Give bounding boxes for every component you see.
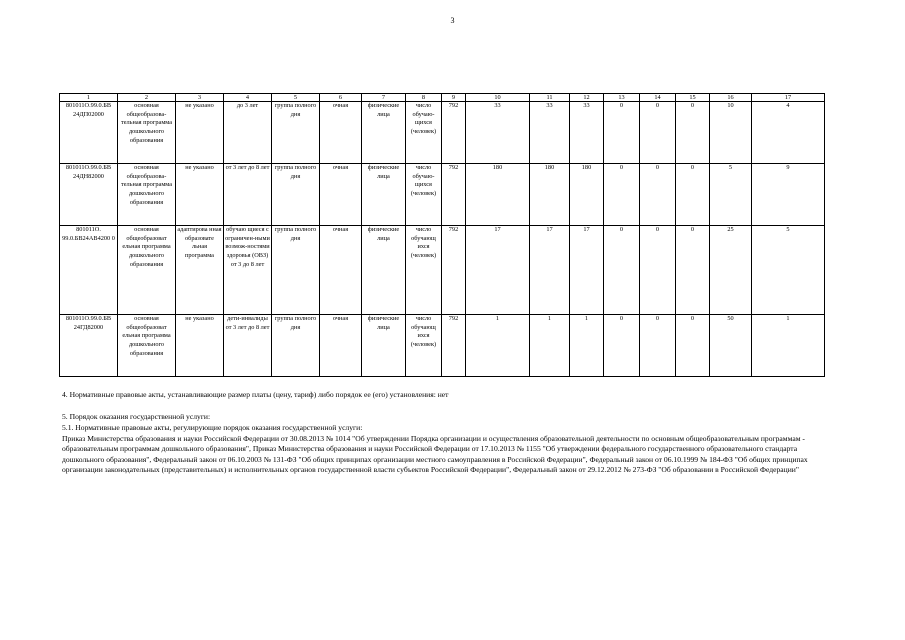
table-cell: 33 [570, 102, 604, 164]
table-cell: группа полного дня [272, 226, 320, 315]
table-cell: 801011О. 99.0.БВ24АВ4200 0 [60, 226, 118, 315]
table-cell: 17 [530, 226, 570, 315]
table-cell: 1 [752, 315, 825, 377]
table-cell: основная общеобразова-тельная программа дошкольного образования [118, 102, 176, 164]
table-cell: 0 [604, 226, 640, 315]
table-header-row [60, 94, 825, 102]
table-cell: 0 [676, 315, 710, 377]
table-cell: основная общеобразова-тельная программа дошкольного образования [118, 164, 176, 226]
column-number: 2 [118, 94, 176, 102]
table-cell: 180 [530, 164, 570, 226]
column-number: 4 [224, 94, 272, 102]
table-row [60, 102, 825, 164]
column-number: 3 [176, 94, 224, 102]
column-number: 5 [272, 94, 320, 102]
section-4-text: 4. Нормативные правовые акты, устанавливающие размер платы (цену, тариф) либо порядок ее (его) установления: нет [62, 390, 449, 399]
table-cell: очная [320, 102, 362, 164]
table-cell: 25 [710, 226, 752, 315]
column-number: 10 [466, 94, 530, 102]
table-cell: основная общеобразоват ельная программа дошкольного образования [118, 315, 176, 377]
table-cell: дети-инвалиды от 3 лет до 8 лет [224, 315, 272, 377]
table-cell: не указано [176, 164, 224, 226]
table-cell: физические лица [362, 102, 406, 164]
table-cell: 0 [676, 164, 710, 226]
table-cell: не указано [176, 102, 224, 164]
table-cell: 1 [466, 315, 530, 377]
table-cell: физические лица [362, 164, 406, 226]
table-cell: 0 [640, 102, 676, 164]
page-number: 3 [450, 16, 455, 25]
table-cell: 801011О.99.0.БВ 24ДП02000 [60, 102, 118, 164]
table-cell: число обучающ ихся (человек) [406, 315, 442, 377]
table-cell: 0 [676, 226, 710, 315]
table-cell: 180 [570, 164, 604, 226]
table-row [60, 164, 825, 226]
table-cell: 0 [676, 102, 710, 164]
table-cell: 180 [466, 164, 530, 226]
table-cell: до 3 лет [224, 102, 272, 164]
table-cell: 17 [570, 226, 604, 315]
table-cell: группа полного дня [272, 164, 320, 226]
table-cell: группа полного дня [272, 315, 320, 377]
table-cell: 0 [604, 315, 640, 377]
table-cell: 0 [640, 315, 676, 377]
services-table [59, 93, 825, 377]
table-cell: адаптирова нная образовате льная программа [176, 226, 224, 315]
table-cell: 0 [604, 102, 640, 164]
column-number: 1 [60, 94, 118, 102]
table-cell: 1 [530, 315, 570, 377]
table-cell: физические лица [362, 226, 406, 315]
column-number: 14 [640, 94, 676, 102]
table-cell: 4 [752, 102, 825, 164]
table-cell: 33 [466, 102, 530, 164]
table-cell: 10 [710, 102, 752, 164]
table-cell: 17 [466, 226, 530, 315]
table-cell: 0 [604, 164, 640, 226]
section-5-heading: 5. Порядок оказания государственной услуги: [62, 412, 211, 421]
table-cell: число обучаю-щихся (человек) [406, 102, 442, 164]
column-number: 9 [442, 94, 466, 102]
table-row [60, 226, 825, 315]
table-cell: очная [320, 226, 362, 315]
table-cell: число обучаю-щихся (человек) [406, 164, 442, 226]
table-cell: 792 [442, 164, 466, 226]
column-number: 15 [676, 94, 710, 102]
section-5-1-heading: 5.1. Нормативные правовые акты, регулирующие порядок оказания государственной услуги: [62, 423, 363, 432]
table-cell: число обучающ ихся (человек) [406, 226, 442, 315]
table-cell: обучаю щиеся с ограничен-ными возмож-ностями здоровья (ОВЗ) от 3 до 8 лет [224, 226, 272, 315]
table-cell: 5 [752, 226, 825, 315]
column-number: 11 [530, 94, 570, 102]
table-cell: 0 [640, 226, 676, 315]
column-number: 7 [362, 94, 406, 102]
table-cell: 801011О.99.0.БВ 24ДН82000 [60, 164, 118, 226]
column-number: 13 [604, 94, 640, 102]
table-cell: 792 [442, 226, 466, 315]
laws-text: Приказ Министерства образования и науки Российской Федерации от 30.08.2013 № 1014 "Об утверждении Порядка организации и осуществления образовательной деятельности по основным общеобразовательным программам - образовательным программам дошкольного образования", Приказ Министерства образования и науки Российской Федерации от 17.10.2013 № 1155 "Об утверждении федерального государственного образовательного стандарта дошкольного образования", Федеральный закон от 06.10.2003 № 131-ФЗ "Об общих принципах организации местного самоуправления в Российской Федерации", Федеральный закон от 06.10.1999 № 184-ФЗ "Об общих принципах организации законодательных (представительных) и исполнительных органов государственной власти субъектов Российской Федерации", Федеральный закон от 29.12.2012 № 273-ФЗ "Об образовании в Российской Федерации" [62, 434, 808, 474]
column-number: 17 [752, 94, 825, 102]
table-cell: 1 [570, 315, 604, 377]
table-cell: основная общеобразоват ельная программа дошкольного образования [118, 226, 176, 315]
table-cell: 50 [710, 315, 752, 377]
table-cell: группа полного дня [272, 102, 320, 164]
table-cell: не указано [176, 315, 224, 377]
table-cell: 9 [752, 164, 825, 226]
table-cell: очная [320, 315, 362, 377]
table-cell: 792 [442, 315, 466, 377]
table-cell: 0 [640, 164, 676, 226]
table-cell: очная [320, 164, 362, 226]
column-number: 12 [570, 94, 604, 102]
column-number: 6 [320, 94, 362, 102]
table-cell: от 3 лет до 8 лет [224, 164, 272, 226]
table-cell: 33 [530, 102, 570, 164]
table-cell: 5 [710, 164, 752, 226]
column-number: 8 [406, 94, 442, 102]
column-number: 16 [710, 94, 752, 102]
table-cell: 801011О.99.0.БВ 24ГД82000 [60, 315, 118, 377]
table-cell: физические лица [362, 315, 406, 377]
table-row [60, 315, 825, 377]
table-cell: 792 [442, 102, 466, 164]
